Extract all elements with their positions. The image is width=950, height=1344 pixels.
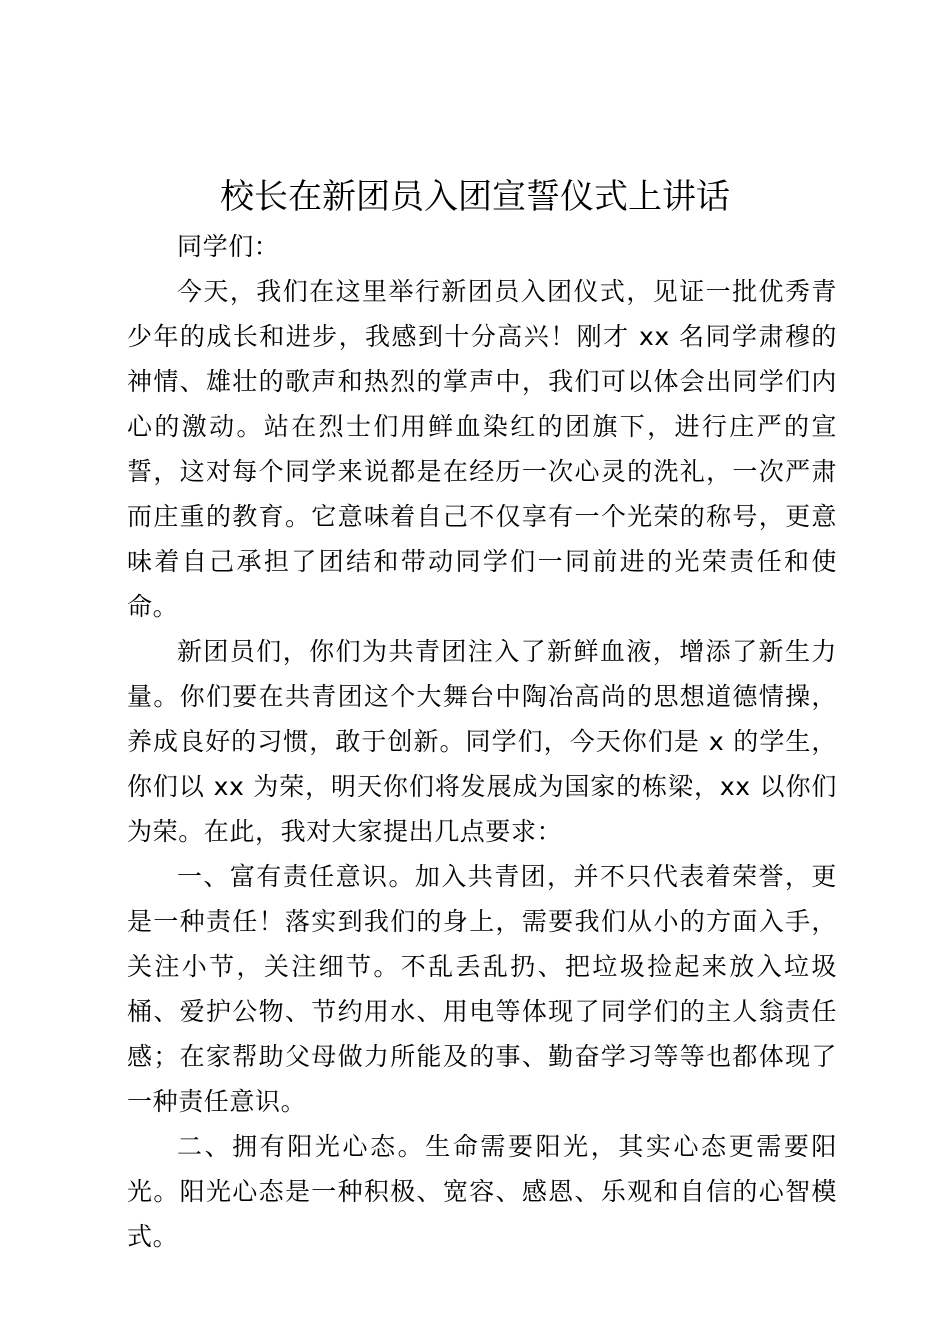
document-title: 校长在新团员入团宣誓仪式上讲话 xyxy=(220,177,730,217)
paragraph-3: 一、富有责任意识。加入共青团，并不只代表着荣誉，更是一种责任！落实到我们的身上，需要我们从小的方面入手，关注小节，关注细节。不乱丢乱扔、把垃圾捡起来放入垃圾桶、爱护公物、节约用水、用电等体现了同学们的主人翁责任感；在家帮助父母做力所能及的事、勤奋学习等等也都体现了一种责任意识。 xyxy=(127,862,837,1116)
document-body xyxy=(127,224,837,1259)
paragraph-2: 新团员们，你们为共青团注入了新鲜血液，增添了新生力量。你们要在共青团这个大舞台中陶冶高尚的思想道德情操，养成良好的习惯，敢于创新。同学们，今天你们是 x 的学生，你们以 xx 为荣，明天你们将发展成为国家的栋梁，xx 以你们为荣。在此，我对大家提出几点要求： xyxy=(127,637,837,846)
paragraph-4: 二、拥有阳光心态。生命需要阳光，其实心态更需要阳光。阳光心态是一种积极、宽容、感恩、乐观和自信的心智模式。 xyxy=(127,1132,837,1251)
paragraph-1: 今天，我们在这里举行新团员入团仪式，见证一批优秀青少年的成长和进步，我感到十分高兴！刚才 xx 名同学肃穆的神情、雄壮的歌声和热烈的掌声中，我们可以体会出同学们内心的激动。站在烈士们用鲜血染红的团旗下，进行庄严的宣誓，这对每个同学来说都是在经历一次心灵的洗礼，一次严肃而庄重的教育。它意味着自己不仅享有一个光荣的称号，更意味着自己承担了团结和带动同学们一同前进的光荣责任和使命。 xyxy=(127,277,837,621)
salutation: 同学们： xyxy=(177,232,280,261)
